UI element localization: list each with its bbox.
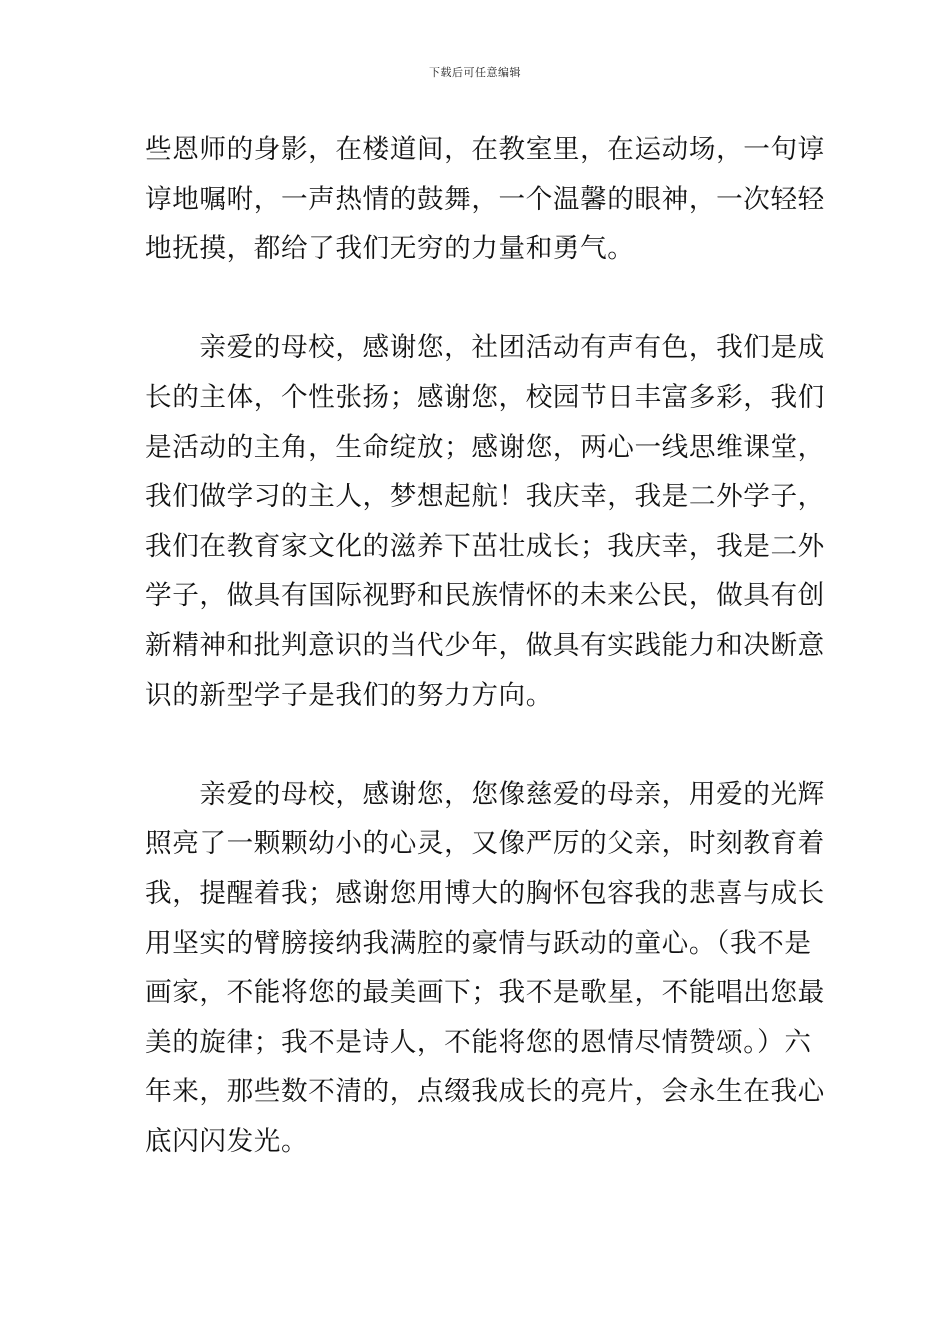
text-line: 照亮了一颗颗幼小的心灵，又像严厉的父亲，时刻教育着 <box>145 828 825 860</box>
text-line: 学子，做具有国际视野和民族情怀的未来公民，做具有创 <box>145 580 825 612</box>
text-line: 识的新型学子是我们的努力方向。 <box>145 679 553 711</box>
text-line: 新精神和批判意识的当代少年，做具有实践能力和决断意 <box>145 629 825 661</box>
text-line: 我们做学习的主人，梦想起航！我庆幸，我是二外学子， <box>145 481 825 513</box>
paragraph-spacer <box>145 274 807 324</box>
text-line: 亲爱的母校，感谢您，社团活动有声有色，我们是成 <box>145 332 825 364</box>
text-line: 亲爱的母校，感谢您，您像慈爱的母亲，用爱的光辉 <box>145 778 825 810</box>
text-line: 是活动的主角，生命绽放；感谢您，两心一线思维课堂， <box>145 431 825 463</box>
text-line: 我，提醒着我；感谢您用博大的胸怀包容我的悲喜与成长 <box>145 877 825 909</box>
text-line: 长的主体，个性张扬；感谢您，校园节日丰富多彩，我们 <box>145 381 825 413</box>
text-line: 地抚摸，都给了我们无穷的力量和勇气。 <box>145 233 635 265</box>
text-line: 些恩师的身影，在楼道间，在教室里，在运动场，一句谆 <box>145 134 825 165</box>
paragraph <box>145 323 825 720</box>
paragraph-spacer <box>145 720 807 770</box>
text-line: 年来，那些数不清的，点缀我成长的亮片，会永生在我心 <box>145 1076 825 1108</box>
text-line: 谆地嘱咐，一声热情的鼓舞，一个温馨的眼神，一次轻轻 <box>145 183 825 215</box>
document-body <box>145 125 825 1166</box>
text-line: 画家，不能将您的最美画下；我不是歌星，不能唱出您最 <box>145 977 825 1009</box>
text-line: 底闪闪发光。 <box>145 1125 309 1157</box>
text-line: 我们在教育家文化的滋养下茁壮成长；我庆幸，我是二外 <box>145 530 825 562</box>
text-line: 美的旋律；我不是诗人，不能将您的恩情尽情赞颂。）六 <box>145 1026 812 1058</box>
text-line: 用坚实的臂膀接纳我满腔的豪情与跃动的童心。（我不是 <box>145 927 812 959</box>
page-header: 下载后可任意编辑 <box>429 66 521 79</box>
paragraph <box>145 770 825 1167</box>
paragraph <box>145 125 825 274</box>
